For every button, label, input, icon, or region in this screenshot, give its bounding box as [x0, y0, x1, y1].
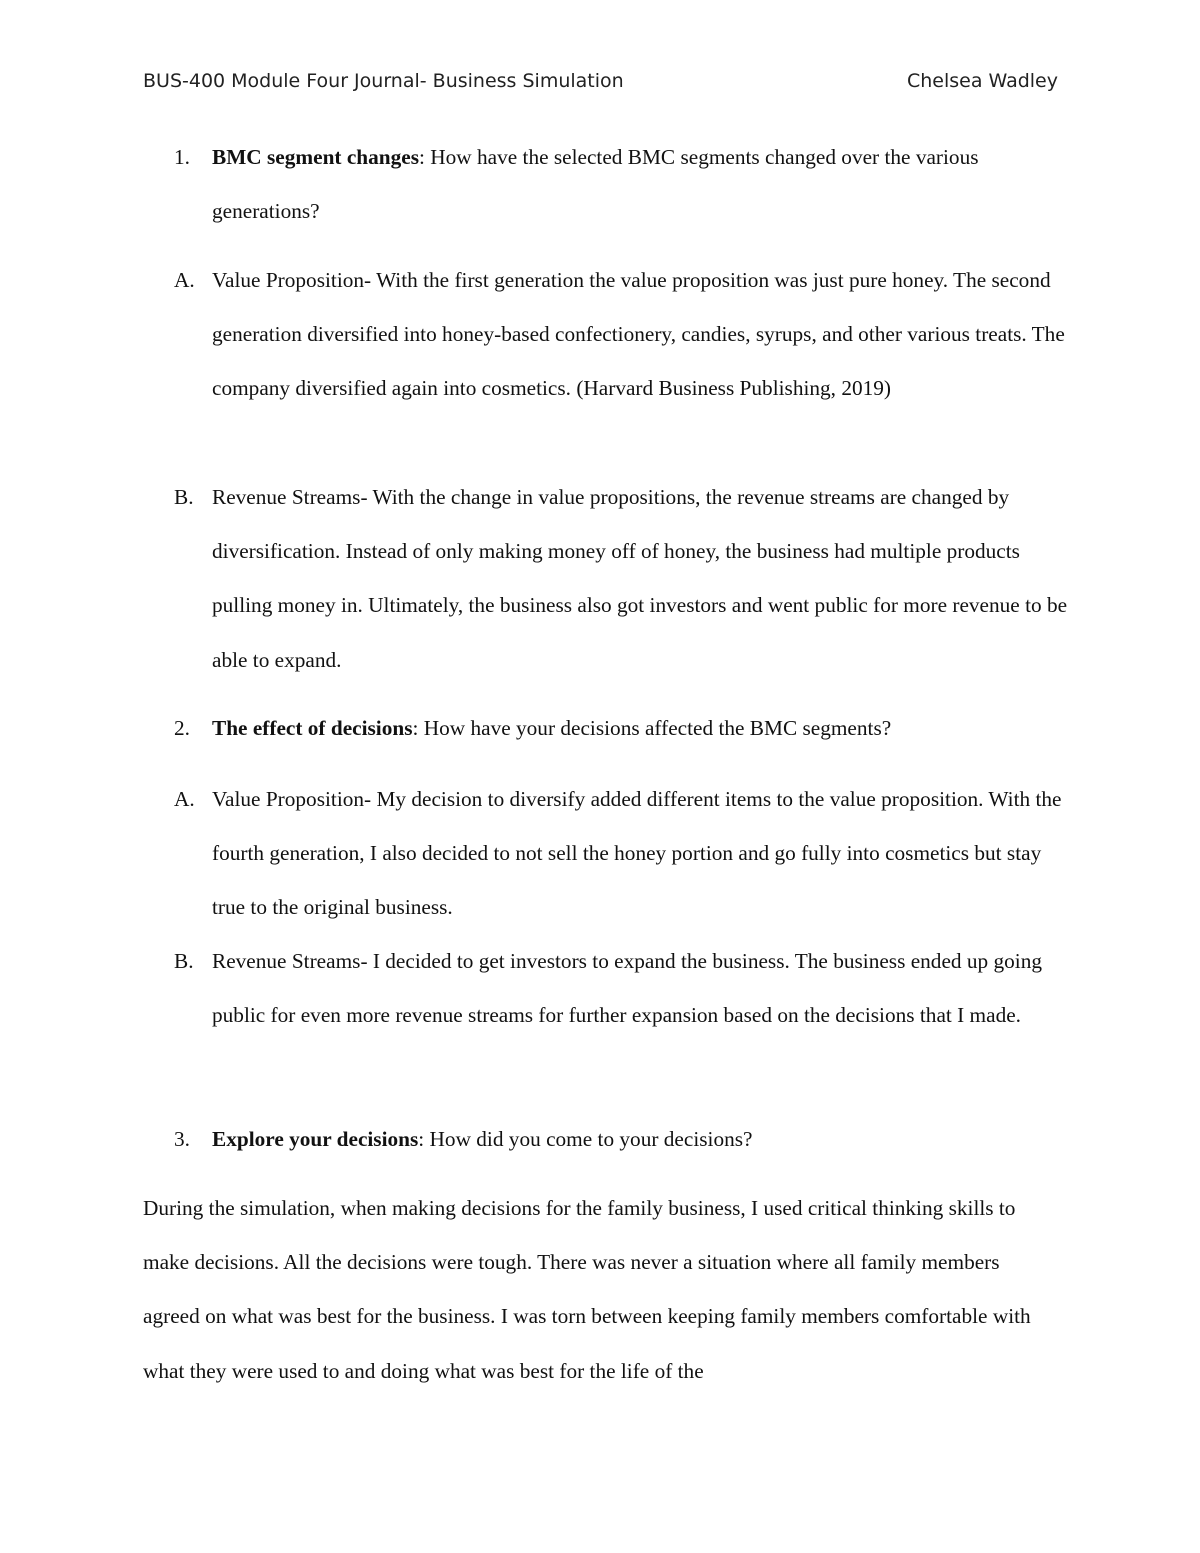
- answer-1a-marker: A.: [174, 268, 195, 292]
- question-1-number: 1.: [174, 145, 190, 169]
- question-2-heading: The effect of decisions: [212, 716, 413, 740]
- answer-2a-marker: A.: [174, 787, 195, 811]
- answer-1b: [174, 470, 1072, 687]
- question-3-text: : How did you come to your decisions?: [418, 1127, 753, 1151]
- question-2-text: : How have your decisions affected the BMC segments?: [412, 716, 892, 740]
- author-name: Chelsea Wadley: [906, 70, 1058, 92]
- closing-paragraph: During the simulation, when making decisions for the family business, I used critical thinking skills to make decisions. All the decisions were tough. There was never a situation where all family members agreed on what was best for the business. I was torn between keeping family members comfortable with what they were used to and doing what was best for the life of the: [143, 1196, 1031, 1383]
- question-1-text: : How have the selected BMC segments changed over the various generations?: [212, 145, 979, 224]
- answer-2b: [174, 934, 1072, 1042]
- question-2: [174, 701, 1072, 755]
- question-3-heading: Explore your decisions: [212, 1127, 419, 1151]
- answer-1b-text: Revenue Streams- With the change in value propositions, the revenue streams are changed by diversification. Instead of only making money off of honey, the business had multiple products pulling money in. Ultimately, the business also got investors and went public for more revenue to be able to expand.: [212, 485, 1068, 672]
- question-2-number: 2.: [174, 716, 190, 740]
- question-1: [174, 130, 1072, 238]
- answer-2a-text: Value Proposition- My decision to diversify added different items to the value proposition. With the fourth generation, I also decided to not sell the honey portion and go fully into cosmetics but stay true to the original business.: [212, 787, 1062, 920]
- answer-2a: [174, 772, 1072, 935]
- document-title: BUS-400 Module Four Journal- Business Simulation: [143, 70, 624, 92]
- page-header: [143, 70, 1058, 100]
- answer-2b-marker: B.: [174, 949, 194, 973]
- question-1-heading: BMC segment changes: [212, 145, 420, 169]
- answer-1a: [174, 253, 1072, 416]
- answer-1a-text: Value Proposition- With the first generation the value proposition was just pure honey. The second generation diversified into honey-based confectionery, candies, syrups, and other various treats. The company diversified again into cosmetics. (Harvard Business Publishing, 2019): [212, 268, 1065, 401]
- question-3-number: 3.: [174, 1127, 190, 1151]
- answer-1b-marker: B.: [174, 485, 194, 509]
- answer-2b-text: Revenue Streams- I decided to get investors to expand the business. The business ended up going public for even more revenue streams for further expansion based on the decisions that I made.: [212, 949, 1043, 1028]
- question-3: [174, 1112, 1072, 1166]
